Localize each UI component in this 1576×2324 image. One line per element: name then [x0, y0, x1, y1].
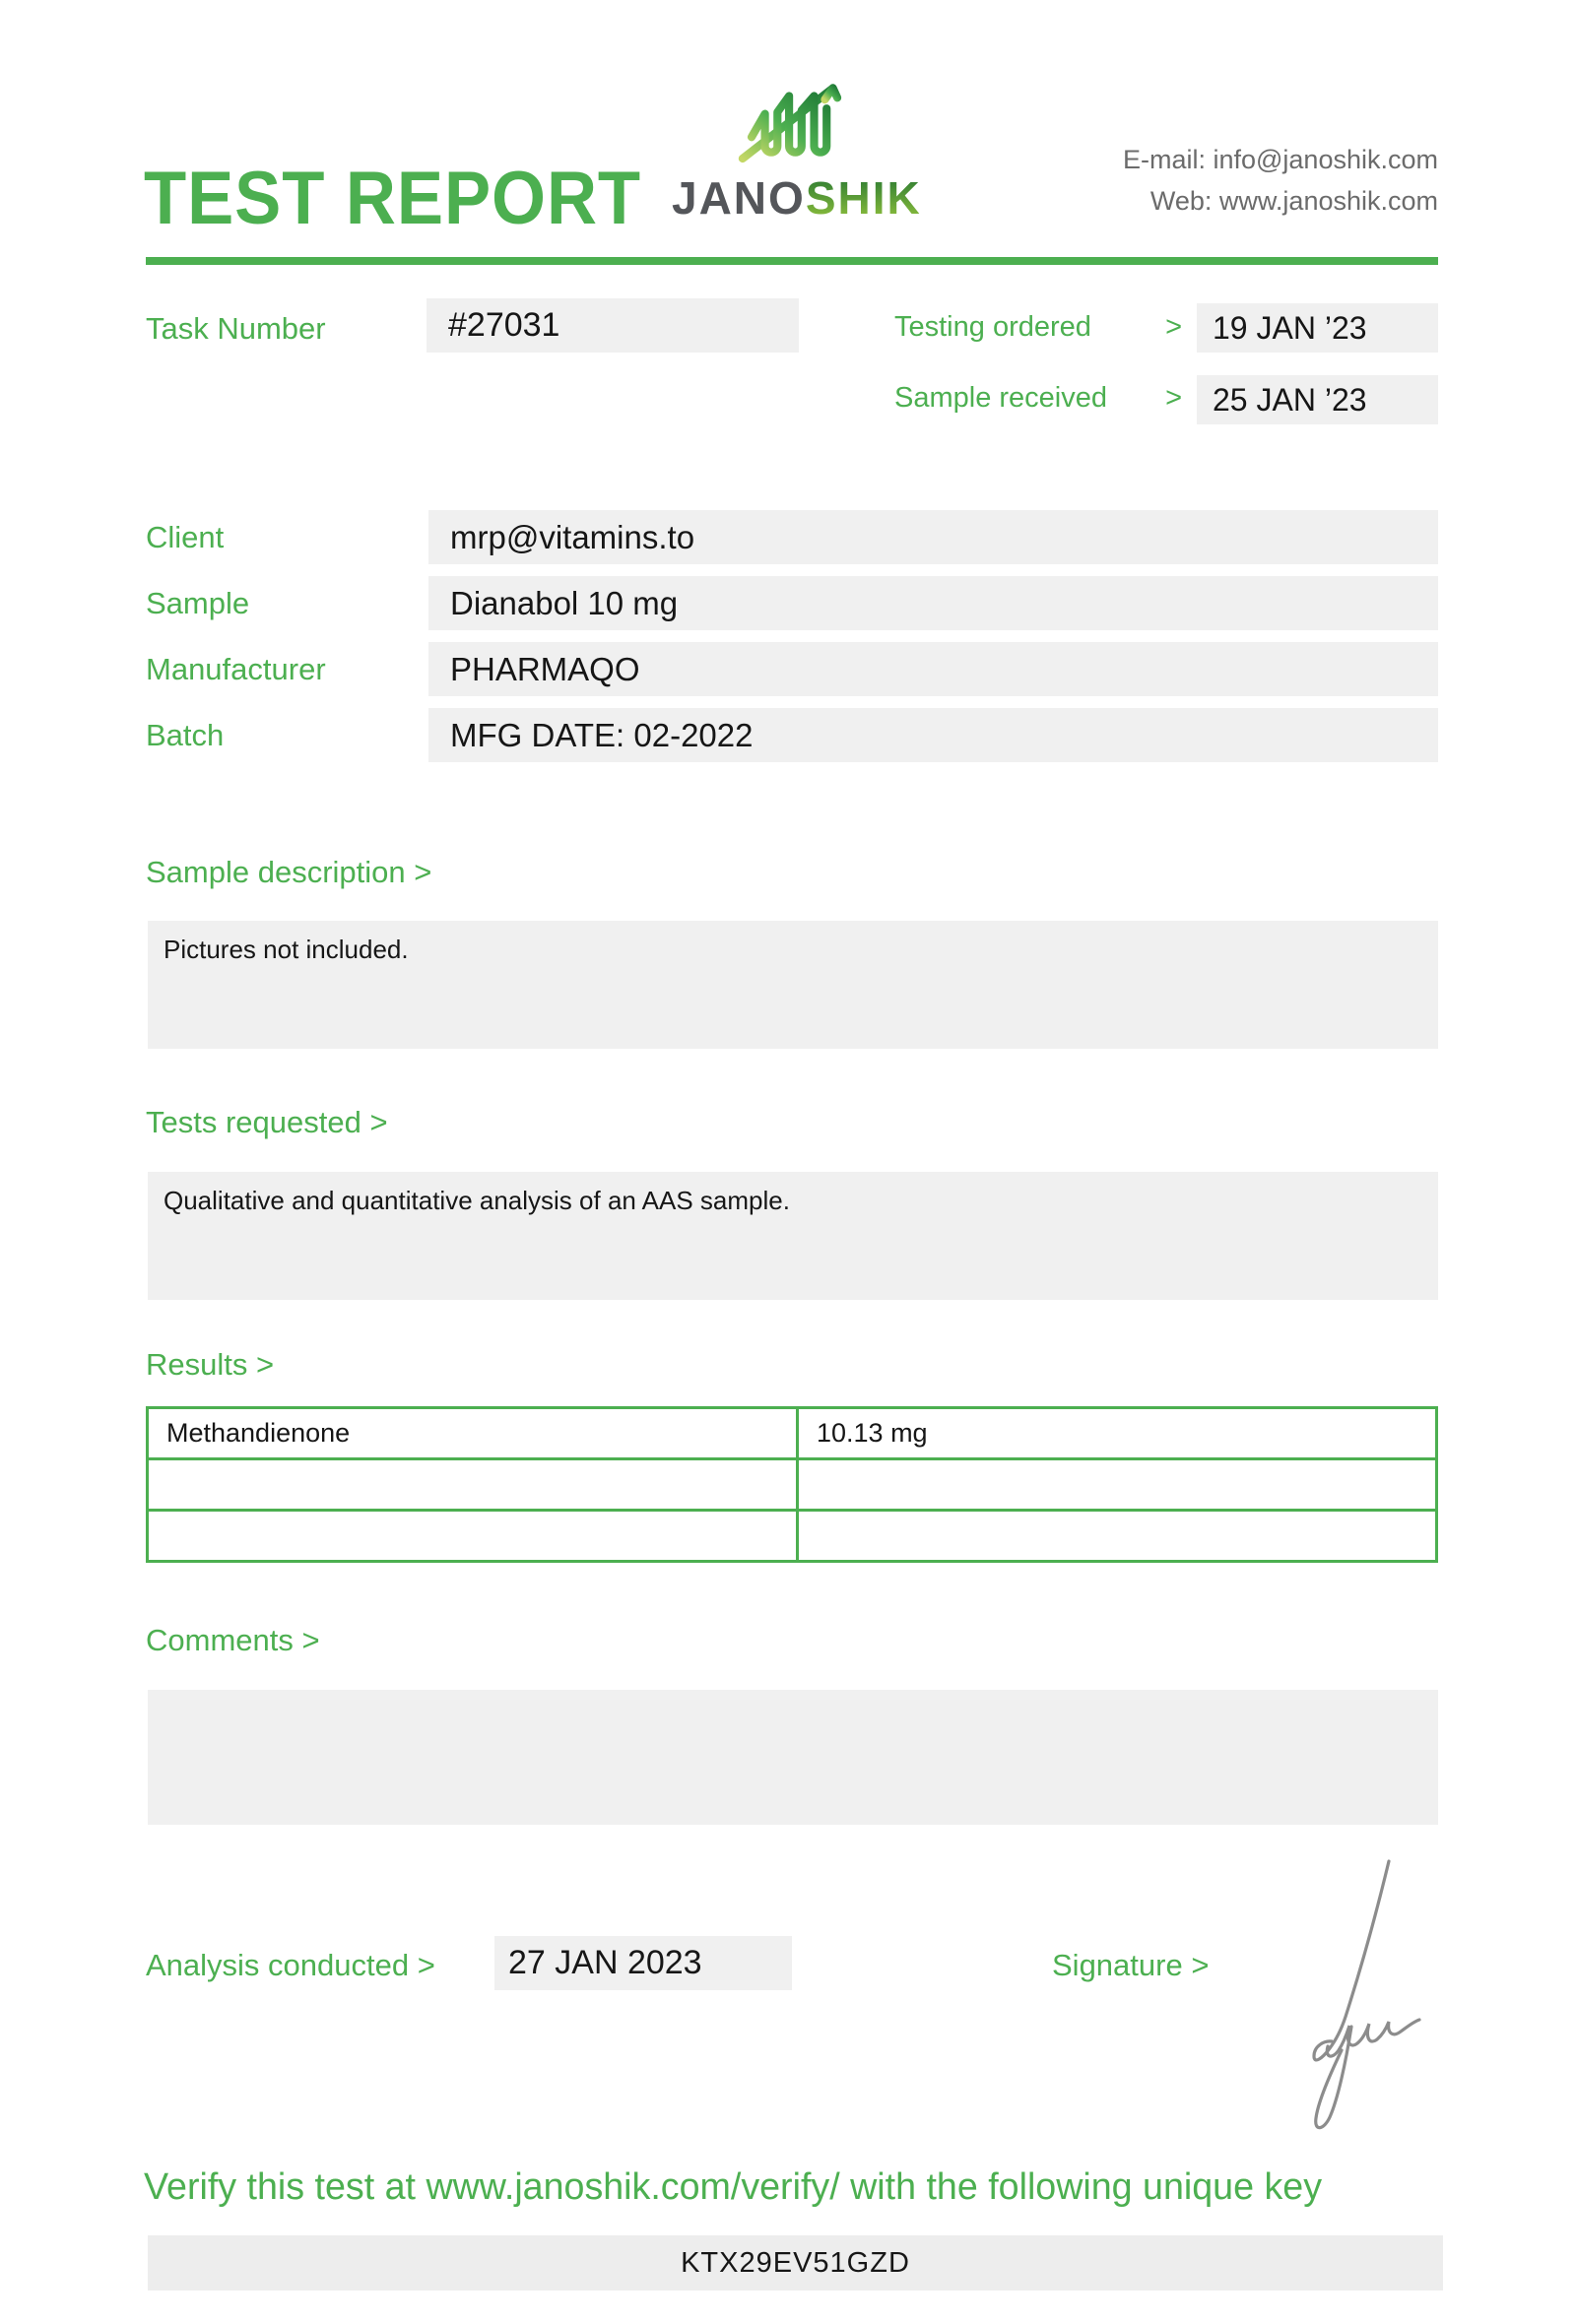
task-number-value: #27031: [427, 298, 799, 353]
signature-label: Signature >: [1052, 1948, 1210, 1982]
contact-block: [1123, 140, 1438, 223]
result-amount: [798, 1511, 1437, 1562]
tests-requested-box: Qualitative and quantitative analysis of an AAS sample.: [148, 1172, 1438, 1300]
client-label: Client: [146, 520, 225, 554]
manufacturer-value: PHARMAQO: [428, 642, 1438, 696]
testing-ordered-arrow: >: [1165, 311, 1182, 343]
manufacturer-label: Manufacturer: [146, 652, 326, 686]
client-value: mrp@vitamins.to: [428, 510, 1438, 564]
signature-image: [1263, 1851, 1430, 2137]
testing-ordered-value: 19 JAN ’23: [1197, 303, 1438, 353]
results-row: [148, 1511, 1437, 1562]
header-divider: [146, 257, 1438, 265]
testing-ordered-text: Testing ordered: [894, 311, 1091, 343]
chart-logo-icon: [732, 71, 848, 169]
brand-wordmark: [672, 172, 922, 224]
sample-label: Sample: [146, 586, 250, 620]
sample-description-heading: Sample description >: [146, 855, 432, 889]
results-row: [148, 1459, 1437, 1511]
sample-received-arrow: >: [1165, 382, 1182, 414]
result-amount: [798, 1459, 1437, 1511]
task-number-label: Task Number: [146, 311, 326, 346]
comments-heading: Comments >: [146, 1623, 320, 1657]
comments-box: [148, 1690, 1438, 1825]
analysis-conducted-label: Analysis conducted >: [146, 1948, 435, 1982]
page-title: TEST REPORT: [144, 157, 642, 240]
results-table: [146, 1406, 1438, 1563]
sample-received-text: Sample received: [894, 382, 1107, 414]
verify-instruction: Verify this test at www.janoshik.com/verify/ with the following unique key: [144, 2166, 1323, 2208]
result-substance: Methandienone: [148, 1408, 798, 1459]
result-amount: 10.13 mg: [798, 1408, 1437, 1459]
brand-logo: [672, 71, 922, 224]
sample-value: Dianabol 10 mg: [428, 576, 1438, 630]
testing-ordered-label: [894, 311, 1182, 344]
result-substance: [148, 1459, 798, 1511]
brand-text-shik: SHIK: [805, 172, 922, 224]
sample-received-value: 25 JAN ’23: [1197, 375, 1438, 424]
sample-received-label: [894, 382, 1182, 415]
batch-value: MFG DATE: 02-2022: [428, 708, 1438, 762]
brand-text-jano: JANO: [672, 172, 806, 224]
results-heading: Results >: [146, 1347, 275, 1382]
batch-label: Batch: [146, 718, 225, 752]
verify-key: KTX29EV51GZD: [148, 2235, 1443, 2291]
tests-requested-heading: Tests requested >: [146, 1105, 388, 1139]
contact-email: E-mail: info@janoshik.com: [1122, 145, 1438, 174]
results-row: [148, 1408, 1437, 1459]
contact-web: Web: www.janoshik.com: [1149, 185, 1438, 216]
analysis-conducted-value: 27 JAN 2023: [494, 1936, 792, 1990]
sample-description-box: Pictures not included.: [148, 921, 1438, 1049]
result-substance: [148, 1511, 798, 1562]
